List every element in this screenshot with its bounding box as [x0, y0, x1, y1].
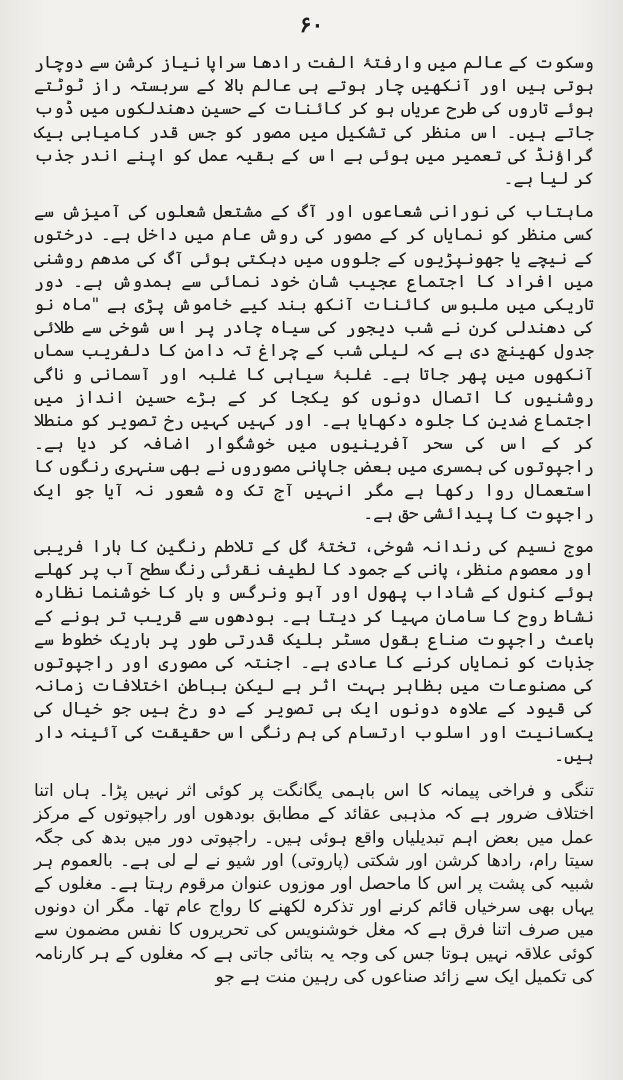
page-number: ۶۰ — [299, 12, 324, 38]
paragraph-4: تنگی و فراخی پیمانہ کا اس باہمی یگانگت پر کوئی اثر نہیں پڑا۔ ہاں اتنا اختلاف ضرور ہے کہ مذہبی عقائد کے مطابق بودھوں اور راجپوتوں کے مرکز عمل میں بعض اہم تبدیلیاں واقع ہوئی ہیں۔ راجپوتی دور میں بدھ کی جگہ سیتا رام، رادھا کرشن اور شکتی (پاروتی) اور شیو نے لے لی ہے۔ بالعموم ہر شبیہ کی پشت پر اس کا ماحصل اور موزوں عنوان مرقوم رہتا ہے۔ مغلوں کے یہاں بھی سرخیاں قائم کرنے اور تذکرہ لکھنے کا رواج عام تھا۔ مگر ان دونوں میں صرف اتنا فرق ہے کہ مغل خوشنویس کی تحریروں کا نفس مضمون سے کوئی علاقہ نہیں ہوتا جس کی وجہ یہ بتائی جاتی ہے کہ مغلوں کے ہر کارنامہ کی تکمیل ایک سے زائد صناعوں کی رہین منت ہے جو — [34, 781, 594, 987]
paragraph-1: وسکوت کے عالم میں وارفتۂ الفت رادھا سراپا نیاز کرشن سے دوچار ہوتی ہیں اور آنکھیں چار ہوتے ہی عالم بالا کے سربستہ راز ٹوٹتے ہوئے تاروں کی طرح عریاں ہو کر کائنات کے حسین دھندلکوں میں ڈوب جاتے ہیں۔ اس منظر کی تشکیل میں مصور کو جس قدر کامیابی بیک گراؤنڈ کی تعمیر میں ہوئی ہے اس کے بقیہ عمل کو اپنے اندر جذب کر لیا ہے۔ — [34, 53, 594, 190]
body-text — [34, 52, 594, 999]
paragraph-3: موج نسیم کی رندانہ شوخی، تختۂ گل کے تلاطم رنگین کا ہارا فریبی اور معصوم منظر، پانی کے جمود کا لطیف نقرئی رنگ سطح آب پر کھلے ہوئے کنول کے شاداب پھول اور آہو ونرگس و بار کا خوشنما نظارہ نشاط روح کا سامان مہیا کر دیتا ہے۔ بودھوں سے قریب تر ہونے کے باعث راجپوت صناع بقول مسٹر بلیک قدرتی طور پر باریک خطوط سے جذبات کو نمایاں کرنے کا عادی ہے۔ اجنتہ کی مصوری اور راجپوتوں کی مصنوعات میں بظاہر بہت اثر ہے لیکن بباطن اختلافات زمانہ کی قیود کے علاوہ دونوں ایک ہی تصویر کے دو رخ ہیں جو خیال کی یکسانیت اور اسلوب ارتسام کی ہم رنگی اس حقیقت کی آئینہ دار ہیں۔ — [34, 537, 594, 766]
paragraph-2: ماہتاب کی نورانی شعاعوں اور آگ کے مشتعل شعلوں کی آمیزش سے کسی منظر کو نمایاں کر کے مصور کی روش عام میں داخل ہے۔ درختوں کے نیچے یا جھونپڑیوں کے جلووں میں دہکتی ہوئی آگ کی مدھم روشنی میں افراد کا اجتماع عجیب شان خود نمائی سے ہمدوش ہے۔ دور تاریکی میں ملبوس کائنات آنکھ بند کیے خاموش پڑی ہے "ماہ نو کی دھندلی کرن نے شب دیجور کی سیاہ چادر پر اس شوخی سے طلائی جدول کھینچ دی ہے کہ لیلی شب کے چراغ تہ دامن کا دلفریب سماں آنکھوں میں پھر جاتا ہے۔ غلبۂ سیاہی کا غلبہ اور آسمانی و ناگی روشنیوں کا اتصال دونوں کو یکجا کر کے بڑے حسین انداز میں اجتماع ضدین کا جلوہ دکھایا ہے۔ اور کہیں کہیں رخ تصویر کو منطلا کر کے اس کی سحر آفرینیوں میں خوشگوار اضافہ کر دیا ہے۔ راجپوتوں کی ہمسری میں بعض جاپانی مصوروں نے بھی سنہری رنگوں کا استعمال روا رکھا ہے مگر انہیں آج تک وہ شعور نہ آیا جو ایک راجپوت کا پیدائشی حق ہے۔ — [34, 202, 594, 524]
